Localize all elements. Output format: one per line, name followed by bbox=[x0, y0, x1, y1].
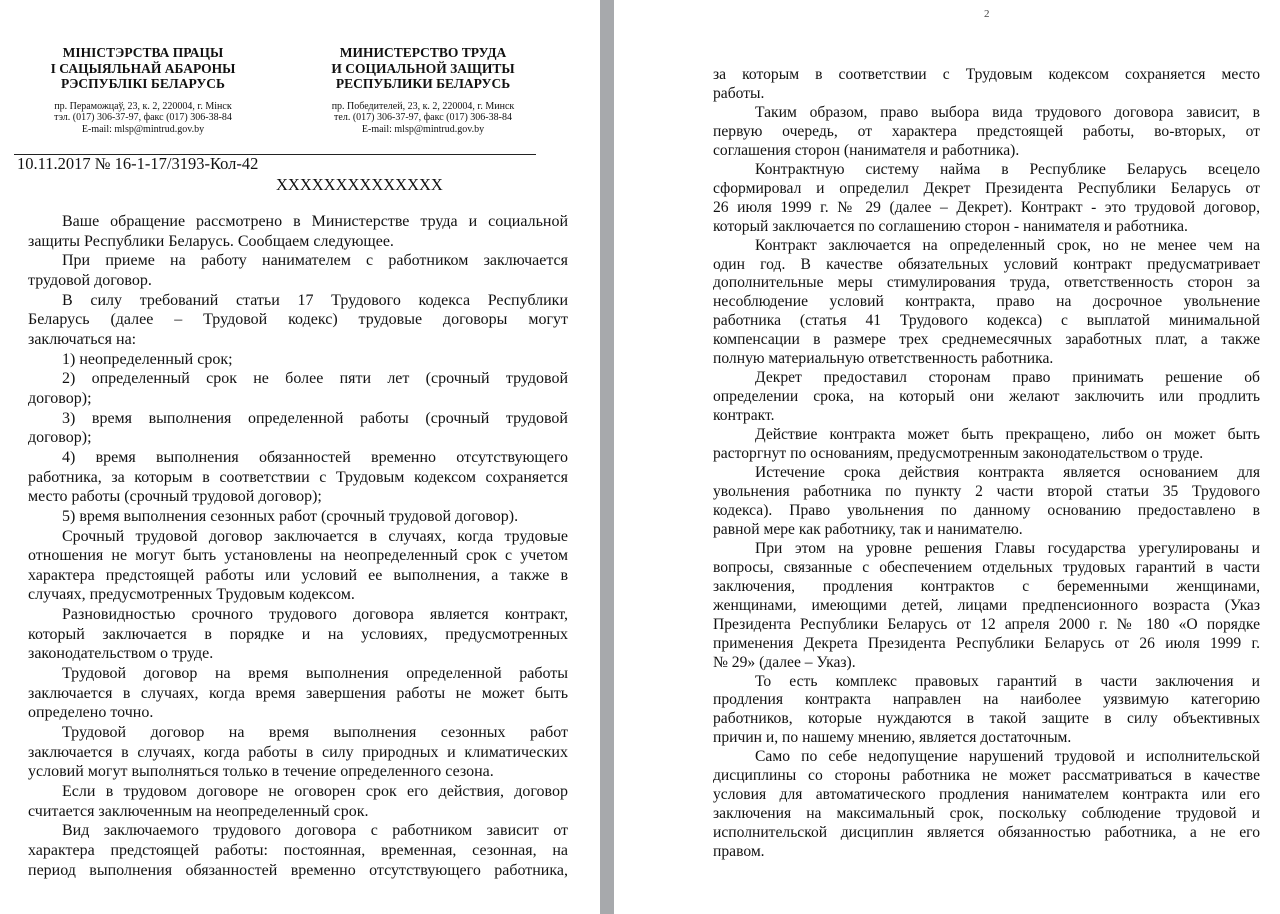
paragraph bbox=[28, 409, 568, 448]
org-line: РЭСПУБЛІКІ БЕЛАРУСЬ bbox=[61, 76, 225, 91]
letterhead-belarusian bbox=[13, 45, 273, 135]
document-page-2 bbox=[614, 0, 1280, 914]
text-line: заключаться на: bbox=[28, 330, 137, 348]
registration-number: 10.11.2017 № 16-1-17/3193-Кол-42 bbox=[17, 154, 259, 173]
text-line: Вид заключаемого трудового договора с работником зависит от bbox=[62, 822, 568, 840]
text-line: контракт. bbox=[713, 407, 775, 425]
paragraph bbox=[713, 104, 1260, 161]
text-line: 3) время выполнения определенной работы (срочный трудовой bbox=[62, 409, 568, 427]
paragraph bbox=[713, 161, 1260, 237]
phone-line: тэл. (017) 306-37-97, факс (017) 306-38-84 bbox=[54, 112, 232, 123]
text-line: Трудовой договор на время выполнения определенной работы bbox=[62, 665, 568, 683]
paragraph bbox=[28, 527, 568, 606]
text-line: несоблюдение условий контракта, право на досрочное увольнение bbox=[713, 293, 1260, 311]
text-line: заключается в случаях, когда время завершения работы не может быть bbox=[28, 684, 568, 702]
text-line: законодательством о труде. bbox=[28, 645, 214, 663]
text-line: случаях, предусмотренных Трудовым кодексом. bbox=[28, 586, 355, 604]
paragraph bbox=[28, 723, 568, 782]
text-line: Действие контракта может быть прекращено, либо он может быть bbox=[755, 426, 1260, 444]
text-line: кодекса). Право увольнения по данному основанию предоставлено в bbox=[713, 501, 1260, 519]
text-line: работника (статья 41 Трудового кодекса) с выплатой минимальной bbox=[713, 312, 1260, 330]
text-line: 5) время выполнения сезонных работ (срочный трудовой договор). bbox=[62, 507, 519, 525]
text-line: определении срока, на который они желают заключить или продлить bbox=[713, 388, 1260, 406]
org-line: РЕСПУБЛИКИ БЕЛАРУСЬ bbox=[335, 76, 511, 91]
paragraph bbox=[713, 66, 1260, 104]
text-line: № 29» (далее – Указ). bbox=[713, 653, 856, 671]
text-line: увольнения работника по пункту 2 части второй статьи 35 Трудового bbox=[713, 482, 1260, 500]
paragraph bbox=[28, 291, 568, 350]
text-line: Разновидностью срочного трудового договора является контракт, bbox=[62, 606, 568, 624]
text-line: период выполнения обязанностей временно отсутствующего работника, bbox=[28, 861, 568, 879]
paragraph bbox=[28, 448, 568, 507]
text-line: 26 июля 1999 г. № 29 (далее – Декрет). Контракт - это трудовой договор, bbox=[713, 198, 1260, 216]
text-line: защиты Республики Беларусь. Сообщаем следующее. bbox=[28, 232, 394, 250]
text-line: работника, за которым в соответствии с Трудовым кодексом сохраняется bbox=[28, 468, 568, 486]
text-line: В силу требований статьи 17 Трудового кодекса Республики bbox=[62, 291, 568, 309]
ministry-name-by bbox=[13, 45, 273, 92]
document-page-1 bbox=[0, 0, 600, 914]
text-line: исполнительской дисциплин является обязанностью работника, а не его bbox=[713, 824, 1260, 842]
text-line: за которым в соответствии с Трудовым кодексом сохраняется место bbox=[713, 66, 1260, 83]
text-line: Контракт заключается на определенный срок, но не менее чем на bbox=[755, 236, 1260, 254]
text-line: договор); bbox=[28, 429, 92, 447]
text-line: условия для автоматического продления нанимателем контракта или его bbox=[713, 786, 1260, 804]
paragraph bbox=[28, 605, 568, 664]
paragraph bbox=[713, 673, 1260, 749]
text-line: продления контракта направлен на наиболее уязвимую категорию bbox=[713, 691, 1260, 709]
page-gutter bbox=[600, 0, 614, 914]
paragraph bbox=[28, 664, 568, 723]
phone-line: тел. (017) 306-37-97, факс (017) 306-38-84 bbox=[334, 112, 512, 123]
text-line: вопросы, связанные с обеспечением отдельных трудовых гарантий в части bbox=[713, 558, 1260, 576]
ministry-name-ru bbox=[293, 45, 553, 92]
text-line: 1) неопределенный срок; bbox=[62, 350, 233, 368]
text-line: характера предстоящей работы: постоянная, временная, сезонная, на bbox=[28, 842, 568, 859]
text-line: Беларусь (далее – Трудовой кодекс) трудовые договоры могут bbox=[28, 311, 568, 329]
text-line: который заключается по соглашению сторон - нанимателя и работника. bbox=[713, 217, 1188, 235]
body-text-page-2 bbox=[713, 66, 1260, 862]
text-line: применения Декрета Президента Республики Беларусь от 26 июля 1999 г. bbox=[713, 634, 1260, 652]
paragraph bbox=[713, 369, 1260, 426]
text-line: То есть комплекс правовых гарантий в части заключения и bbox=[755, 672, 1260, 690]
paragraph bbox=[713, 426, 1260, 464]
text-line: первую очередь, от характера предстоящей работы, во-вторых, от bbox=[713, 122, 1260, 140]
paragraph bbox=[28, 782, 568, 821]
text-line: дисциплины со стороны работника не может рассматриваться в качестве bbox=[713, 767, 1260, 785]
text-line: определено точно. bbox=[28, 704, 154, 722]
text-line: работы. bbox=[713, 84, 765, 102]
paragraph bbox=[713, 540, 1260, 673]
letterhead-russian bbox=[293, 45, 553, 135]
addressee: ХХХХХХХХХХХХХХ bbox=[276, 175, 443, 194]
text-line: отношения не могут быть установлены на неопределенный срок с учетом bbox=[28, 547, 568, 565]
paragraph bbox=[28, 507, 568, 527]
org-line: І САЦЫЯЛЬНАЙ АБАРОНЫ bbox=[50, 60, 236, 76]
text-line: 4) время выполнения обязанностей временно отсутствующего bbox=[62, 448, 568, 466]
text-line: считается заключенным на неопределенный срок. bbox=[28, 802, 369, 820]
text-line: компенсации в размере трех среднемесячных заработных плат, а также bbox=[713, 331, 1260, 349]
paragraph bbox=[28, 369, 568, 408]
text-line: Ваше обращение рассмотрено в Министерстве труда и социальной bbox=[62, 213, 568, 230]
org-line: И СОЦИАЛЬНОЙ ЗАЩИТЫ bbox=[331, 60, 515, 76]
paragraph bbox=[713, 464, 1260, 540]
paragraph bbox=[713, 237, 1260, 370]
text-line: 2) определенный срок не более пяти лет (срочный трудовой bbox=[62, 370, 568, 388]
text-line: заключения на максимальный срок, поскольку соблюдение трудовой и bbox=[713, 805, 1260, 823]
text-line: место работы (срочный трудовой договор); bbox=[28, 488, 322, 506]
email-line: E-mail: mlsp@mintrud.gov.by bbox=[81, 123, 205, 135]
text-line: Если в трудовом договоре не оговорен срок его действия, договор bbox=[62, 783, 568, 801]
text-line: работников, которые нуждаются в такой защите в силу объективных bbox=[713, 710, 1260, 728]
email-line: E-mail: mlsp@mintrud.gov.by bbox=[361, 123, 485, 135]
text-line: заключения, продления контрактов с беременными женщинами, bbox=[713, 577, 1260, 595]
text-line: Истечение срока действия контракта является основанием для bbox=[755, 464, 1260, 482]
text-line: Президента Республики Беларусь от 12 апреля 2000 г. № 180 «О порядке bbox=[713, 615, 1260, 633]
text-line: Срочный трудовой договор заключается в случаях, когда трудовые bbox=[62, 527, 568, 545]
ministry-address-ru bbox=[293, 101, 553, 136]
text-line: который заключается в порядке и на условиях, предусмотренных bbox=[28, 625, 568, 643]
text-line: заключается в случаях, когда работы в силу природных и климатических bbox=[28, 743, 568, 761]
text-line: Декрет предоставил сторонам право принимать решение об bbox=[755, 369, 1260, 387]
org-line: МИНИСТЕРСТВО ТРУДА bbox=[339, 45, 507, 60]
text-line: При приеме на работу нанимателем с работником заключается bbox=[62, 252, 568, 270]
text-line: равной мере как работнику, так и нанимателю. bbox=[713, 520, 1023, 538]
paragraph bbox=[28, 821, 568, 880]
text-line: соглашения сторон (нанимателя и работника). bbox=[713, 141, 1020, 159]
text-line: Таким образом, право выбора вида трудового договора зависит, в bbox=[755, 103, 1260, 121]
text-line: Само по себе недопущение нарушений трудовой и исполнительской bbox=[755, 748, 1260, 766]
text-line: При этом на уровне решения Главы государства урегулированы и bbox=[755, 539, 1260, 557]
text-line: женщинами, имеющими детей, лицами предпенсионного возраста (Указ bbox=[713, 596, 1260, 614]
address-line: пр. Победителей, 23, к. 2, 220004, г. Минск bbox=[331, 100, 515, 112]
body-text-page-1 bbox=[28, 212, 568, 880]
text-line: Трудовой договор на время выполнения сезонных работ bbox=[62, 724, 568, 742]
org-line: МІНІСТЭРСТВА ПРАЦЫ bbox=[62, 45, 224, 60]
page-number: 2 bbox=[984, 8, 990, 20]
paragraph bbox=[28, 251, 568, 290]
text-line: дополнительные меры стимулирования труда, ответственность сторон за bbox=[713, 274, 1260, 292]
text-line: условий могут выполняться только в течение определенного сезона. bbox=[28, 763, 494, 781]
ministry-address-by bbox=[13, 101, 273, 136]
paragraph bbox=[28, 350, 568, 370]
text-line: Контрактную систему найма в Республике Беларусь всецело bbox=[755, 160, 1260, 178]
address-line: пр. Пераможцаў, 23, к. 2, 220004, г. Мінск bbox=[54, 100, 232, 112]
paragraph bbox=[28, 212, 568, 251]
text-line: трудовой договор. bbox=[28, 271, 152, 289]
text-line: причин и, по нашему мнению, является достаточным. bbox=[713, 729, 1072, 747]
text-line: сформировал и определил Декрет Президента Республики Беларусь от bbox=[713, 179, 1260, 197]
text-line: расторгнут по основаниям, предусмотренным законодательством о труде. bbox=[713, 445, 1204, 463]
paragraph bbox=[713, 748, 1260, 862]
text-line: правом. bbox=[713, 843, 765, 861]
text-line: договор); bbox=[28, 389, 92, 407]
text-line: один год. В качестве обязательных условий контракт предусматривает bbox=[713, 255, 1260, 273]
text-line: полную материальную ответственность работника. bbox=[713, 350, 1054, 368]
text-line: характера предстоящей работы или условий ее выполнения, а также в bbox=[28, 566, 568, 584]
